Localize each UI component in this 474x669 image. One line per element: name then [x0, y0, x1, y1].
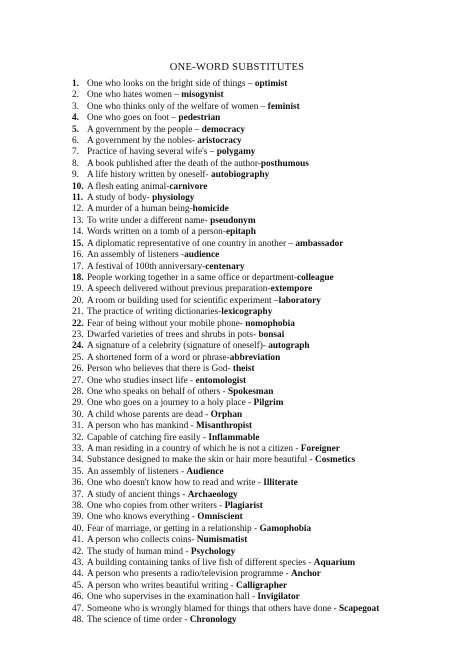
item-number: 18. — [72, 272, 84, 283]
item-description: Dwarfed varieties of trees and shrubs in pots- — [87, 329, 259, 340]
item-description: One who studies insect life - — [87, 375, 196, 386]
item-description: An assembly of listeners - — [87, 250, 185, 261]
item-number: 6. — [72, 136, 79, 147]
item-number: 5. — [72, 124, 79, 135]
item-term: Orphan — [210, 409, 243, 420]
item-term: Foreigner — [300, 444, 340, 454]
item-term: Calligrapher — [235, 580, 288, 591]
item-description: Fear of being without your mobile phone- — [87, 318, 246, 329]
item-number: 47. — [72, 603, 84, 614]
item-term: abbreviation — [229, 352, 281, 363]
item-term: pseudonym — [210, 215, 256, 226]
item-number: 33. — [72, 444, 84, 454]
item-number: 9. — [72, 170, 79, 181]
list-item — [72, 421, 462, 432]
item-number: 19. — [72, 284, 84, 295]
list-item — [72, 341, 462, 352]
item-description: A person who collects coins- — [87, 535, 197, 546]
item-term: polygamy — [216, 147, 256, 158]
item-term: nomophobia — [245, 318, 295, 329]
list-item — [72, 387, 462, 398]
item-term: Spokesman — [227, 386, 274, 397]
list-item — [72, 170, 462, 181]
list-item — [72, 512, 462, 523]
item-number: 11. — [72, 193, 84, 204]
list-item — [72, 273, 462, 284]
list-item — [72, 547, 462, 558]
item-term: ambassador — [295, 238, 344, 249]
list-item — [72, 113, 462, 124]
list-item — [72, 284, 462, 295]
item-description: A study of body- — [87, 193, 153, 204]
item-term: epitaph — [225, 227, 256, 238]
list-item — [72, 90, 462, 101]
item-term: Audience — [186, 466, 224, 477]
item-description: A book published after the death of the author- — [87, 158, 261, 169]
item-number: 26. — [72, 364, 84, 375]
item-term: carnivore — [169, 181, 208, 192]
item-number: 21. — [72, 307, 84, 318]
item-description: A person who has mankind - — [87, 421, 196, 432]
item-number: 3. — [72, 101, 79, 112]
item-number: 2. — [72, 90, 79, 101]
list-item — [72, 147, 462, 158]
item-number: 46. — [72, 592, 84, 603]
item-number: 4. — [72, 113, 79, 124]
substitutes-list — [72, 79, 462, 627]
item-term: Misanthropist — [195, 421, 253, 432]
list-item — [72, 307, 462, 318]
item-description: A murder of a human being- — [87, 204, 193, 215]
item-description: The science of time order - — [87, 615, 190, 626]
item-term: Anchor — [290, 569, 321, 580]
item-description: Substance designed to make the skin or hair more beautiful - — [87, 455, 315, 466]
item-number: 1. — [72, 79, 79, 89]
item-number: 48. — [72, 615, 84, 626]
list-item — [72, 410, 462, 421]
item-number: 25. — [72, 352, 84, 363]
list-item — [72, 125, 462, 136]
item-number: 28. — [72, 386, 84, 397]
list-item — [72, 455, 462, 466]
item-term: Plagiarist — [224, 501, 263, 512]
item-number: 37. — [72, 489, 84, 500]
list-item — [72, 102, 462, 113]
item-number: 15. — [72, 238, 84, 249]
item-description: Words written on a tomb of a person- — [87, 227, 226, 238]
item-number: 7. — [72, 147, 79, 158]
item-description: The study of human mind - — [87, 546, 191, 557]
list-item — [72, 569, 462, 580]
item-number: 24. — [72, 341, 84, 352]
item-term: Gamophobia — [259, 523, 312, 534]
list-item — [72, 615, 462, 626]
item-term: aristocracy — [197, 136, 242, 147]
item-description: A child whose parents are dead - — [87, 409, 211, 420]
item-term: colleague — [296, 272, 334, 283]
item-term: Scapegoat — [339, 603, 380, 614]
item-number: 45. — [72, 580, 84, 591]
item-term: bonsai — [258, 329, 285, 340]
list-item — [72, 79, 462, 90]
list-item — [72, 296, 462, 307]
item-description: One who supervises in the examination hall - — [87, 592, 258, 603]
item-description: One who goes on a journey to a holy place - — [87, 398, 254, 409]
item-description: The practice of writing dictionaries- — [87, 307, 222, 318]
item-number: 14. — [72, 227, 84, 238]
list-item — [72, 353, 462, 364]
item-description: One who doesn't know how to read and write - — [87, 478, 264, 489]
list-item — [72, 490, 462, 501]
item-term: optimist — [254, 79, 288, 89]
list-item — [72, 524, 462, 535]
list-item — [72, 581, 462, 592]
list-item — [72, 592, 462, 603]
item-description: A signature of a celebrity (signature of oneself)- — [87, 341, 269, 352]
list-item — [72, 227, 462, 238]
list-item — [72, 239, 462, 250]
item-term: Inflammable — [208, 432, 260, 443]
list-item — [72, 262, 462, 273]
item-description: Someone who is wrongly blamed for things that others have done - — [87, 603, 340, 614]
item-description: One who speaks on behalf of others - — [87, 386, 228, 397]
page-title: ONE-WORD SUBSTITUTES — [169, 62, 305, 73]
item-number: 42. — [72, 546, 84, 557]
item-description: A diplomatic representative of one country in another – — [87, 238, 296, 249]
item-description: A life history written by oneself- — [87, 170, 211, 181]
list-item — [72, 159, 462, 170]
list-item — [72, 478, 462, 489]
item-term: centenary — [205, 261, 245, 272]
item-description: Person who believes that there is God- — [87, 364, 233, 375]
item-term: misogynist — [181, 90, 224, 101]
item-term: physiology — [152, 193, 195, 204]
list-item — [72, 182, 462, 193]
list-item — [72, 604, 462, 615]
item-number: 38. — [72, 501, 84, 512]
item-term: Pilgrim — [253, 398, 284, 409]
list-item — [72, 433, 462, 444]
item-description: To write under a different name- — [87, 215, 211, 226]
item-number: 20. — [72, 295, 84, 306]
item-description: An assembly of listeners - — [87, 466, 187, 477]
item-description: A festival of 100th anniversary- — [87, 261, 206, 272]
item-description: A study of ancient things - — [87, 489, 188, 500]
item-number: 39. — [72, 512, 84, 523]
item-term: posthumous — [260, 158, 309, 169]
item-term: Invigilator — [257, 592, 300, 603]
item-description: Practice of having several wife's – — [87, 147, 217, 158]
item-description: One who looks on the bright side of things – — [87, 79, 255, 89]
item-description: A room or building used for scientific experiment – — [87, 295, 279, 306]
item-number: 40. — [72, 523, 84, 534]
item-description: A speech delivered without previous preparation- — [87, 284, 271, 295]
list-item — [72, 444, 462, 455]
item-term: Omniscient — [197, 512, 243, 523]
item-number: 30. — [72, 409, 84, 420]
list-item — [72, 216, 462, 227]
item-description: A government by the people – — [87, 124, 202, 135]
list-item — [72, 364, 462, 375]
item-description: One who hates women – — [87, 90, 182, 101]
item-term: democracy — [201, 124, 246, 135]
item-term: Cosmetics — [314, 455, 356, 466]
item-term: lexicography — [221, 307, 273, 318]
item-number: 23. — [72, 329, 84, 340]
list-item — [72, 535, 462, 546]
list-item — [72, 501, 462, 512]
item-number: 8. — [72, 158, 79, 169]
item-term: Psychology — [190, 546, 236, 557]
list-item — [72, 136, 462, 147]
item-number: 27. — [72, 375, 84, 386]
item-number: 17. — [72, 261, 84, 272]
list-item — [72, 193, 462, 204]
item-description: A man residing in a country of which he is not a citizen - — [87, 444, 301, 454]
item-number: 12. — [72, 204, 84, 215]
item-term: Archaeology — [187, 489, 238, 500]
item-term: Illiterate — [263, 478, 298, 489]
item-description: One who goes on foot – — [87, 113, 179, 124]
item-number: 41. — [72, 535, 84, 546]
item-number: 44. — [72, 569, 84, 580]
list-item — [72, 376, 462, 387]
item-term: autograph — [268, 341, 310, 352]
item-term: Aquarium — [313, 558, 356, 569]
item-term: Numismatist — [196, 535, 248, 546]
item-description: A shortened form of a word or phrase- — [87, 352, 230, 363]
item-description: A person who writes beautiful writing - — [87, 580, 236, 591]
list-item — [72, 398, 462, 409]
item-term: theist — [232, 364, 255, 375]
item-term: audience — [184, 250, 220, 261]
item-term: pedestrian — [178, 113, 221, 124]
item-number: 13. — [72, 215, 84, 226]
item-number: 32. — [72, 432, 84, 443]
item-term: laboratory — [278, 295, 321, 306]
list-item — [72, 467, 462, 478]
item-description: A person who presents a radio/television programme - — [87, 569, 291, 580]
item-number: 43. — [72, 558, 84, 569]
item-description: A government by the nobles- — [87, 136, 198, 147]
item-description: People working together in a same office or department- — [87, 272, 297, 283]
list-item — [72, 330, 462, 341]
list-item — [72, 558, 462, 569]
item-number: 10. — [72, 181, 84, 192]
item-description: A flesh eating animal- — [87, 181, 170, 192]
item-number: 36. — [72, 478, 84, 489]
item-number: 29. — [72, 398, 84, 409]
item-number: 22. — [72, 318, 84, 329]
item-term: Chronology — [189, 615, 237, 626]
list-item — [72, 204, 462, 215]
list-item — [72, 250, 462, 261]
item-number: 31. — [72, 421, 84, 432]
item-number: 16. — [72, 250, 84, 261]
list-item — [72, 319, 462, 330]
item-description: One who thinks only of the welfare of women – — [87, 101, 268, 112]
item-description: One who copies from other writers - — [87, 501, 225, 512]
item-term: homicide — [192, 204, 229, 215]
item-description: A building containing tanks of live fish of different species - — [87, 558, 314, 569]
item-term: feminist — [267, 101, 300, 112]
item-description: Capable of catching fire easily - — [87, 432, 209, 443]
item-description: One who knows everything - — [87, 512, 198, 523]
item-term: extempore — [270, 284, 313, 295]
item-number: 35. — [72, 466, 84, 477]
item-number: 34. — [72, 455, 84, 466]
item-term: autobiography — [210, 170, 270, 181]
item-term: entomologist — [195, 375, 247, 386]
item-description: Fear of marriage, or getting in a relationship - — [87, 523, 260, 534]
